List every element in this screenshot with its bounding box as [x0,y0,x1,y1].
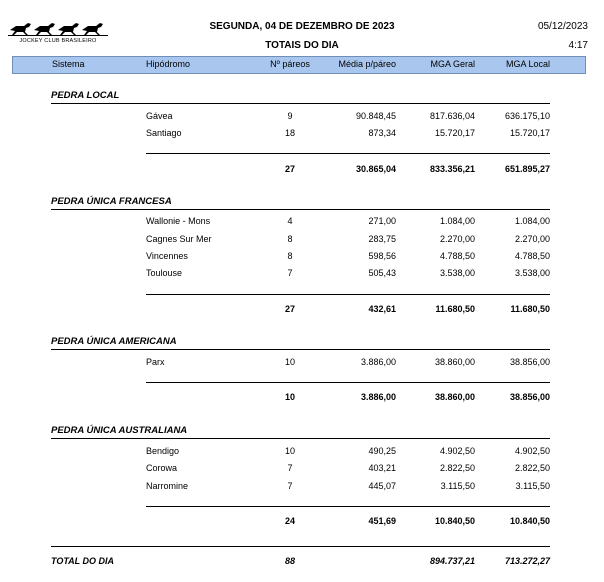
cell-media: 490,25 [368,446,396,456]
print-date: 05/12/2023 [537,21,588,32]
cell-pareos: 10 [284,446,295,456]
section-title: PEDRA ÚNICA AMERICANA [51,336,177,347]
total-media: 432,61 [368,304,396,314]
col-hipodromo: Hipódromo [146,59,191,69]
col-mga-local: MGA Local [505,59,550,69]
cell-geral: 4.788,50 [439,251,475,261]
cell-pareos: 8 [287,234,293,244]
logo-caption: JOCKEY CLUB BRASILEIRO [19,38,97,44]
cell-media: 505,43 [368,268,396,278]
cell-local: 3.538,00 [514,268,550,278]
total-geral: 833.356,21 [429,164,475,174]
cell-geral: 4.902,50 [439,446,475,456]
cell-pareos: 10 [284,357,295,367]
cell-pareos: 8 [287,251,293,261]
cell-geral: 15.720,17 [434,128,475,138]
cell-hipodromo: Cagnes Sur Mer [146,234,212,244]
cell-geral: 817.636,04 [429,111,475,121]
cell-geral: 1.084,00 [439,216,475,226]
col-mga-geral: MGA Geral [430,59,475,69]
cell-hipodromo: Corowa [146,463,178,473]
cell-pareos: 18 [284,128,295,138]
grand-total-pareos: 88 [284,556,295,566]
cell-pareos: 7 [287,268,293,278]
section-divider [51,438,550,439]
section-title: PEDRA LOCAL [51,90,120,101]
total-local: 10.840,50 [509,516,550,526]
cell-local: 3.115,50 [515,481,550,491]
cell-local: 2.822,50 [514,463,550,473]
total-media: 30.865,04 [355,164,396,174]
cell-hipodromo: Parx [146,357,165,367]
cell-pareos: 7 [287,481,293,491]
cell-media: 403,21 [368,463,396,473]
section-title: PEDRA ÚNICA FRANCESA [51,196,172,207]
total-pareos: 27 [284,304,295,314]
cell-hipodromo: Bendigo [146,446,180,456]
subtotal-divider [146,506,550,507]
section-divider [51,103,550,104]
total-pareos: 27 [284,164,295,174]
cell-media: 445,07 [368,481,396,491]
total-local: 651.895,27 [504,164,550,174]
grand-total-divider [51,546,550,547]
cell-media: 598,56 [368,251,396,261]
cell-media: 3.886,00 [360,357,396,367]
cell-pareos: 7 [287,463,293,473]
cell-hipodromo: Vincennes [146,251,188,261]
total-geral: 10.840,50 [434,516,475,526]
cell-pareos: 9 [287,111,293,121]
grand-total-local: 713.272,27 [504,556,550,566]
subtotal-divider [146,382,550,383]
total-pareos: 10 [284,392,295,402]
cell-pareos: 4 [287,216,293,226]
report-subtitle: TOTAIS DO DIA [265,40,339,51]
cell-geral: 3.115,50 [440,481,475,491]
subtotal-divider [146,153,550,154]
col-pareos: Nº páreos [270,59,310,69]
cell-local: 38.856,00 [509,357,550,367]
report-title: SEGUNDA, 04 DE DEZEMBRO DE 2023 [209,21,395,32]
cell-local: 636.175,10 [504,111,550,121]
col-sistema: Sistema [52,59,85,69]
cell-hipodromo: Gávea [146,111,173,121]
cell-geral: 3.538,00 [439,268,475,278]
cell-hipodromo: Toulouse [146,268,183,278]
cell-geral: 38.860,00 [434,357,475,367]
cell-hipodromo: Narromine [146,481,189,491]
grand-total-geral: 894.737,21 [429,556,475,566]
total-geral: 38.860,00 [434,392,475,402]
total-geral: 11.680,50 [435,304,475,314]
cell-local: 2.270,00 [514,234,550,244]
total-media: 451,69 [368,516,396,526]
cell-hipodromo: Santiago [146,128,182,138]
section-title: PEDRA ÚNICA AUSTRALIANA [51,425,188,436]
total-local: 11.680,50 [510,304,550,314]
cell-geral: 2.270,00 [439,234,475,244]
section-divider [51,349,550,350]
subtotal-divider [146,294,550,295]
print-time: 4:17 [568,40,588,51]
section-divider [51,209,550,210]
total-pareos: 24 [284,516,295,526]
cell-media: 271,00 [368,216,396,226]
cell-local: 15.720,17 [509,128,550,138]
cell-geral: 2.822,50 [439,463,475,473]
cell-media: 873,34 [368,128,396,138]
cell-media: 283,75 [368,234,396,244]
total-media: 3.886,00 [360,392,396,402]
cell-local: 4.788,50 [514,251,550,261]
cell-local: 1.084,00 [514,216,550,226]
grand-total-label: TOTAL DO DIA [51,556,114,566]
cell-local: 4.902,50 [514,446,550,456]
col-media: Média p/páreo [338,59,396,69]
cell-media: 90.848,45 [355,111,396,121]
total-local: 38.856,00 [509,392,550,402]
cell-hipodromo: Wallonie - Mons [146,216,211,226]
